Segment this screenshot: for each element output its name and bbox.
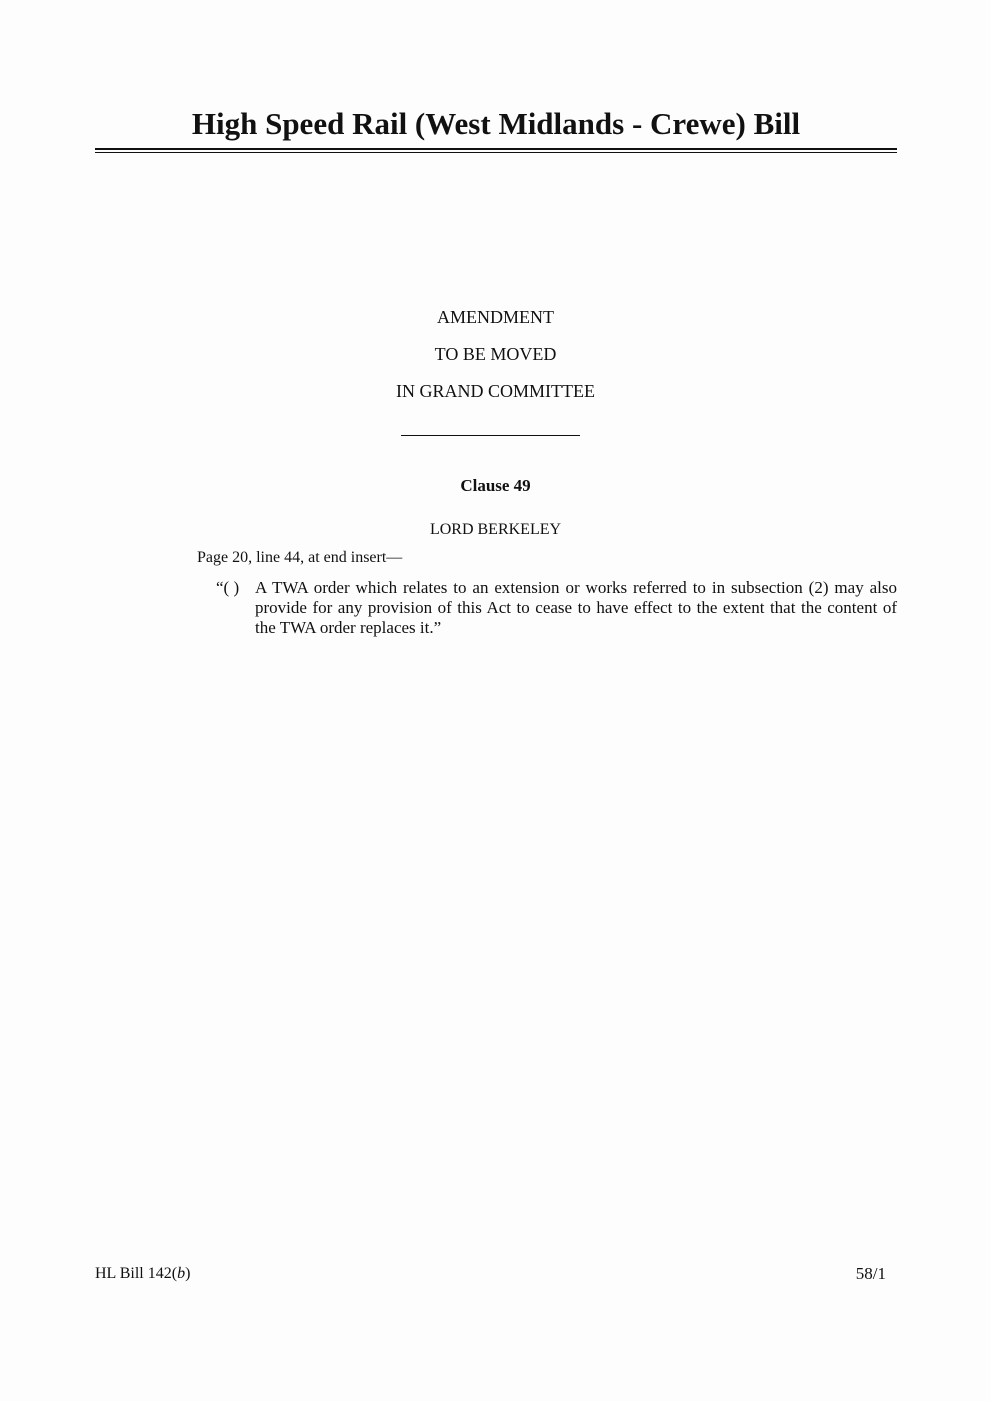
amendment-subsection-marker: “( ): [216, 578, 240, 597]
title-double-rule: [95, 148, 897, 153]
footer-page-reference: 58/1: [855, 1264, 886, 1283]
amendment-text: A TWA order which relates to an extension or works referred to in subsection (2) may also provide for any provision of this Act to cease to have effect to the extent that the content of the TWA order replaces it.”: [255, 578, 897, 637]
heading-amendment: AMENDMENT: [437, 307, 554, 327]
bill-ref-prefix: HL Bill 142(: [95, 1265, 178, 1282]
mover-name: LORD BERKELEY: [429, 521, 562, 538]
amendment-body: [216, 578, 897, 638]
bill-ref-suffix: ): [185, 1265, 191, 1282]
footer-bill-reference: [95, 1264, 190, 1284]
amendment-instruction: Page 20, line 44, at end insert—: [197, 549, 403, 566]
section-divider: [401, 435, 580, 436]
heading-in-grand-committee: IN GRAND COMMITTEE: [396, 381, 595, 401]
bill-title: High Speed Rail (West Midlands - Crewe) Bill: [191, 106, 801, 141]
heading-to-be-moved: TO BE MOVED: [434, 344, 557, 364]
bill-ref-letter: b: [177, 1265, 186, 1282]
clause-heading: Clause 49: [460, 476, 531, 495]
